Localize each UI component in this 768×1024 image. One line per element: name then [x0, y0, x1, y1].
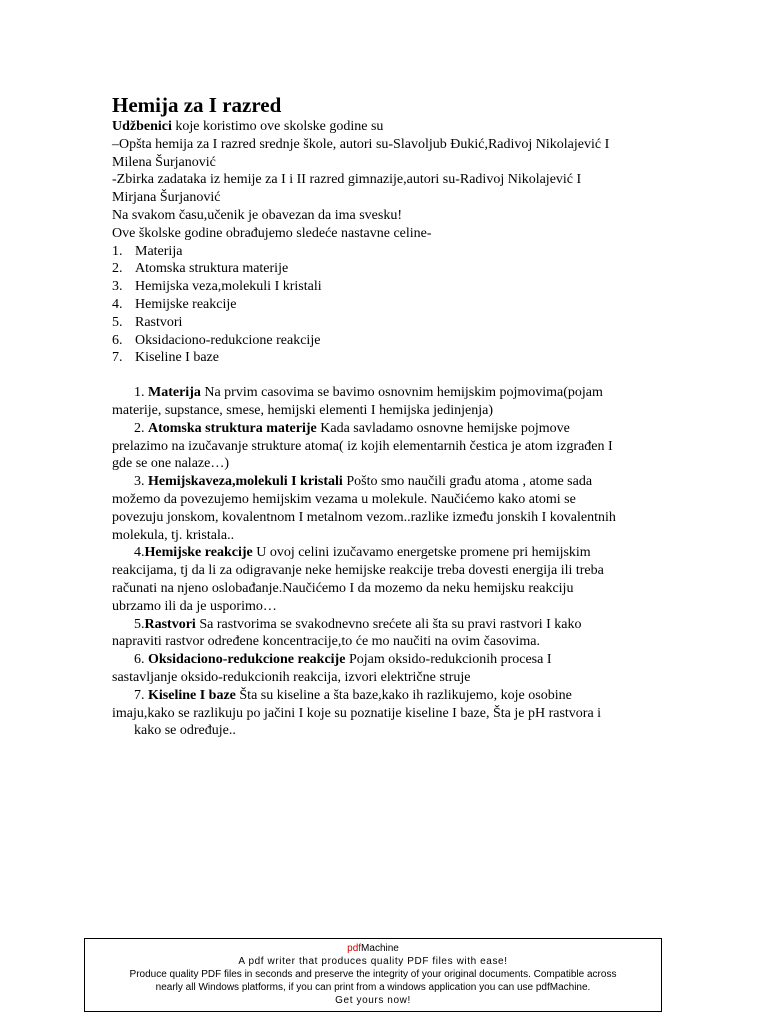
list-item — [112, 296, 672, 314]
pdfmachine-logo — [85, 942, 661, 955]
book1-line2: Milena Šurjanović — [112, 154, 216, 170]
list-item-number: 7. — [112, 350, 123, 366]
section-number: 6. — [134, 652, 148, 668]
spacer — [112, 367, 672, 384]
list-item-number: 2. — [112, 261, 123, 277]
list-item — [112, 332, 672, 350]
section-heading: Materija — [148, 385, 201, 401]
list-item-number: 5. — [112, 314, 123, 330]
section-number: 1. — [134, 385, 148, 401]
section-line: ubrzamo ili da je usporimo… — [112, 598, 277, 614]
section-line: možemo da povezujemo hemijskim vezama u molekule. Naučićemo kako atomi se — [112, 491, 576, 507]
notebook-note: Na svakom času,učenik je obavezan da ima svesku! — [112, 207, 403, 223]
section-line: prelazimo na izučavanje strukture atoma( iz kojih elementarnih čestica je atom izgrađen I — [112, 438, 613, 454]
section-rastvori — [112, 616, 672, 652]
section-heading: Hemijskaveza,molekuli I kristali — [148, 474, 343, 490]
section-heading: Atomska struktura materije — [148, 420, 317, 436]
section-line: napraviti rastvor određene koncentracije,to će mo naučiti na ovim časovima. — [112, 634, 541, 650]
section-text: Kada savladamo osnovne hemijske pojmove — [316, 420, 570, 436]
section-line — [112, 687, 672, 705]
section-number: 5. — [134, 616, 145, 632]
list-item-number: 4. — [112, 296, 123, 312]
section-line: materije, supstance, smese, hemijski elementi I hemijska jedinjenja) — [112, 402, 493, 418]
list-item-label: Rastvori — [135, 314, 183, 330]
section-line — [112, 544, 672, 562]
textbooks-label: Udžbenici — [112, 119, 172, 134]
footer-line: Produce quality PDF files in seconds and preserve the integrity of your original documents. Compatible across — [129, 969, 617, 980]
section-text: Pošto smo naučili građu atoma , atome sada — [342, 474, 593, 490]
section-atomska — [112, 420, 672, 473]
section-number: 3. — [134, 474, 148, 490]
section-number: 7. — [134, 687, 148, 703]
section-line — [112, 384, 672, 402]
list-item — [112, 260, 672, 278]
section-line: gde se one nalaze…) — [112, 456, 229, 472]
list-item-label: Hemijska veza,molekuli I kristali — [135, 279, 322, 295]
document-page — [112, 93, 672, 740]
section-line — [112, 651, 672, 669]
section-number: 2. — [134, 420, 148, 436]
list-item-label: Materija — [135, 243, 183, 259]
section-materija — [112, 384, 672, 420]
list-item-number: 6. — [112, 332, 123, 348]
section-line: računati na njeno oslobađanje.Naučićemo I da mozemo da neku hemijsku reakciju — [112, 580, 574, 596]
pdfmachine-footer — [84, 938, 662, 1012]
section-kiseline — [112, 687, 672, 740]
section-line: molekula, tj. kristala.. — [112, 527, 235, 543]
section-oksidaciono — [112, 651, 672, 687]
footer-cta: Get yours now! — [335, 995, 411, 1006]
book2-line1: -Zbirka zadataka iz hemije za I i II razred gimnazije,autori su-Radivoj Nikolajević I — [112, 172, 582, 188]
section-line — [112, 473, 672, 491]
section-number: 4. — [134, 545, 145, 561]
section-text: Na prvim casovima se bavimo osnovnim hemijskim pojmovima(pojam — [200, 385, 603, 401]
section-line — [112, 616, 672, 634]
section-line: sastavljanje oksido-redukcionih reakcija, izvori električne struje — [112, 669, 471, 685]
footer-line: nearly all Windows platforms, if you can print from a windows application you can use pdfMachine. — [155, 982, 591, 993]
footer-tagline: A pdf writer that produces quality PDF files with ease! — [238, 956, 508, 967]
section-hemijske-reakcije — [112, 544, 672, 615]
book1-line1: –Opšta hemija za I razred srednje škole, autori su-Slavoljub Đukić,Radivoj Nikolajević I — [112, 136, 610, 152]
list-item-label: Kiseline I baze — [135, 350, 219, 366]
logo-machine: Machine — [361, 943, 399, 954]
section-text: U ovoj celini izučavamo energetske promene pri hemijskim — [252, 545, 591, 561]
logo-pdf: pdf — [347, 943, 362, 954]
list-item-label: Oksidaciono-redukcione reakcije — [135, 332, 321, 348]
section-text: Sa rastvorima se svakodnevno srećete ali šta su pravi rastvori I kako — [195, 616, 582, 632]
section-line: kako se određuje.. — [134, 723, 236, 739]
list-item-label: Hemijske reakcije — [135, 296, 237, 312]
section-heading: Kiseline I baze — [148, 687, 236, 703]
list-item — [112, 243, 672, 261]
list-item-number: 3. — [112, 279, 123, 295]
units-list — [112, 243, 672, 368]
section-line: povezuju jonskom, kovalentnom I metalnom vezom..razlike između jonskih I kovalentnih — [112, 509, 616, 525]
list-item — [112, 349, 672, 367]
section-heading: Oksidaciono-redukcione reakcije — [148, 652, 346, 668]
section-text: Pojam oksido-redukcionih procesa I — [345, 652, 552, 668]
section-text: Šta su kiseline a šta baze,kako ih razlikujemo, koje osobine — [235, 687, 572, 703]
section-heading: Hemijske reakcije — [144, 545, 253, 561]
section-line: reakcijama, tj da li za odigravanje neke hemijske reakcije treba dovesti energija ili treba — [112, 563, 604, 579]
textbooks-intro — [112, 118, 672, 136]
textbooks-intro-text: koje koristimo ove skolske godine su — [171, 119, 384, 134]
list-item — [112, 278, 672, 296]
section-heading: Rastvori — [144, 616, 196, 632]
list-item-number: 1. — [112, 243, 123, 259]
list-item-label: Atomska struktura materije — [135, 261, 289, 277]
book2-line2: Mirjana Šurjanović — [112, 190, 221, 206]
section-hemijska-veza — [112, 473, 672, 544]
list-item — [112, 314, 672, 332]
document-title: Hemija za I razred — [112, 93, 282, 117]
units-intro: Ove školske godine obrađujemo sledeće nastavne celine- — [112, 225, 432, 241]
section-line: imaju,kako se razlikuju po jačini I koje su poznatije kiseline I baze, Šta je pH rastvora i — [112, 705, 602, 721]
section-line — [112, 420, 672, 438]
